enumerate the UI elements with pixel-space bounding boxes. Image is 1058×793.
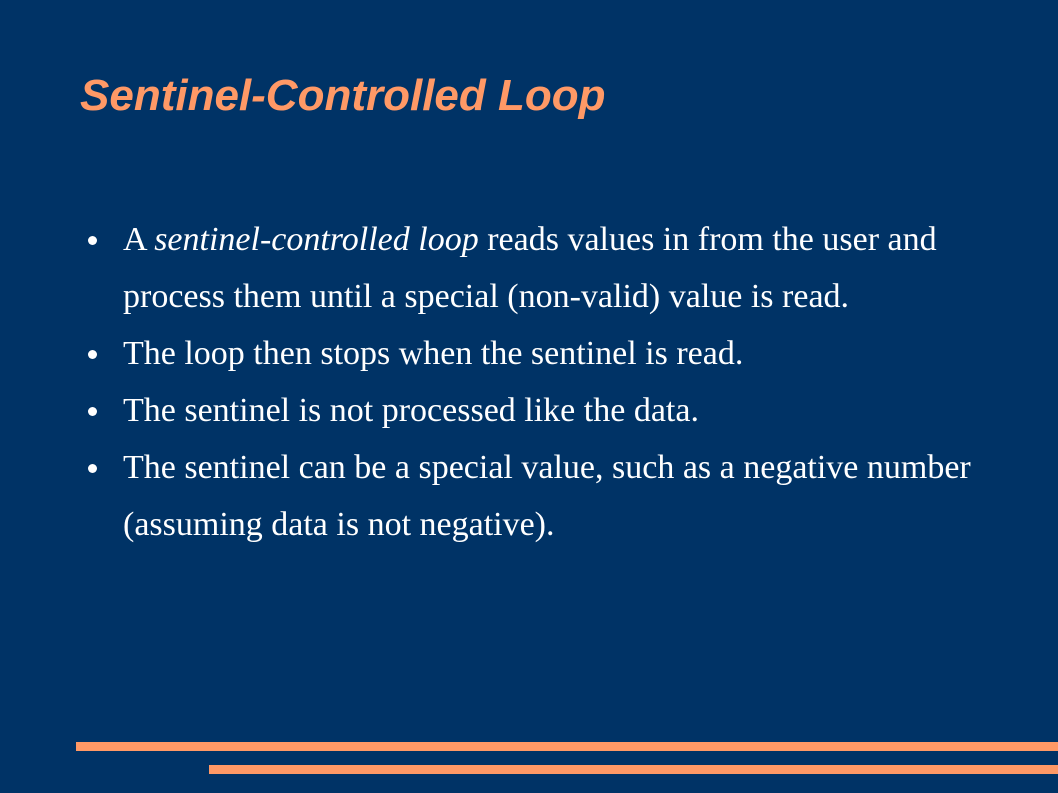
bullet-text: The sentinel is not processed like the data. [123, 392, 699, 429]
bullet-text: The loop then stops when the sentinel is read. [123, 335, 744, 372]
slide-title: Sentinel-Controlled Loop [80, 71, 606, 120]
bullet-text-suffix: reads values in from the user and process them until a special (non-valid) value is read. [123, 221, 937, 315]
bullet-dot-icon [88, 464, 97, 473]
decorative-bar-bottom [209, 765, 1058, 774]
bullet-dot-icon [88, 407, 97, 416]
bullet-dot-icon [88, 350, 97, 359]
bullet-item [82, 325, 1022, 382]
bullet-text-prefix: A [123, 221, 155, 258]
bullet-list [82, 211, 1022, 553]
bullet-text-emphasis: sentinel-controlled loop [154, 221, 479, 258]
bullet-item [82, 382, 1022, 439]
bullet-dot-icon [88, 236, 97, 245]
decorative-bar-top [76, 742, 1058, 751]
bullet-text: The sentinel can be a special value, such as a negative number (assuming data is not negative). [123, 449, 971, 543]
bullet-item [82, 439, 1022, 553]
bullet-item [82, 211, 1022, 325]
